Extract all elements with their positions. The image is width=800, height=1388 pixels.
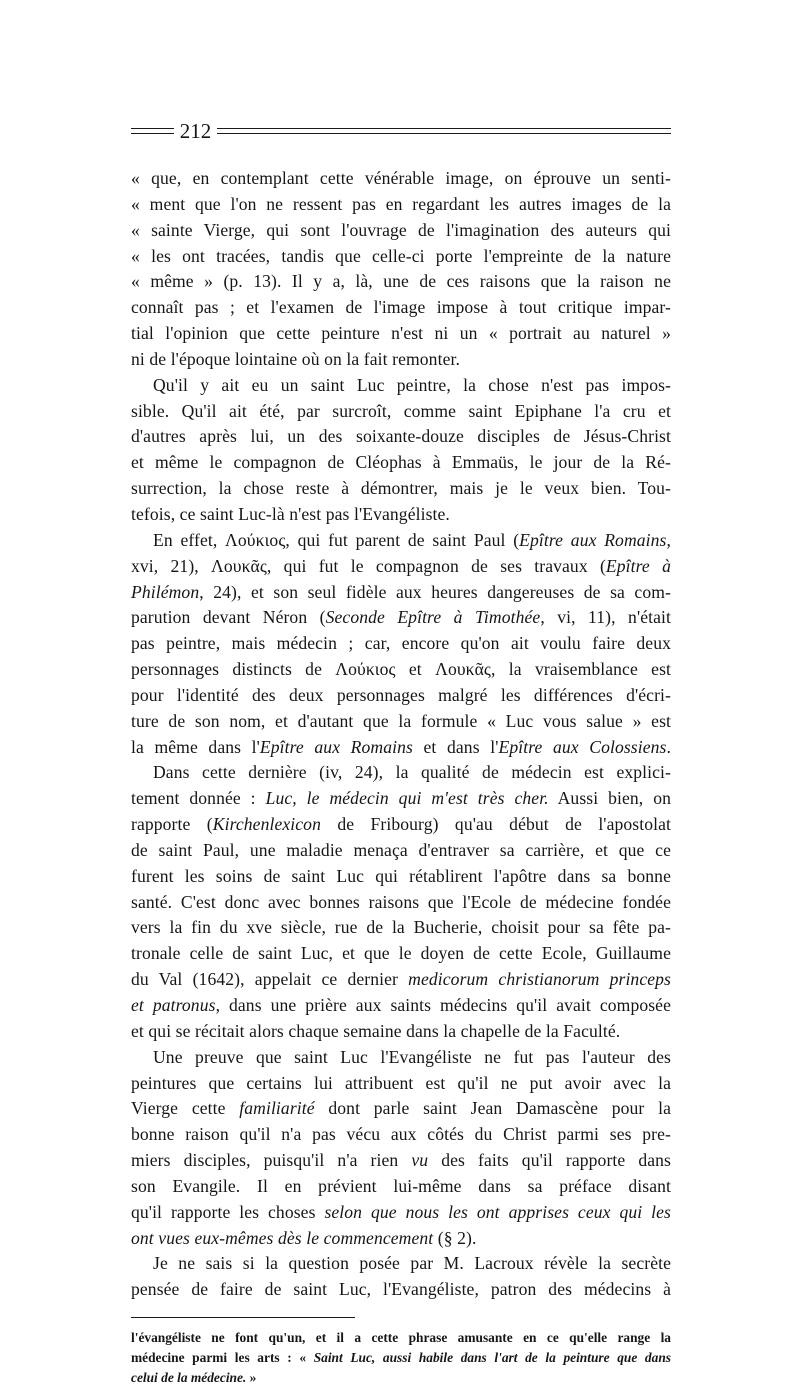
footnote-line (131, 1348, 671, 1368)
text-run: « que, en contemplant cette vénérable image, on éprouve un senti- (131, 168, 671, 188)
text-run: personnages distincts de Λούκιος et Λουκᾶς, la vraisemblance est (131, 659, 671, 680)
text-run: tement donnée : (131, 788, 266, 809)
text-run: ni de l'époque lointaine où on la fait remonter. (131, 348, 460, 369)
text-run: Vierge cette (131, 1098, 240, 1119)
text-line (131, 1096, 671, 1122)
italic-text: familiarité (239, 1098, 315, 1119)
text-line (131, 890, 671, 916)
italic-text: Philémon (131, 581, 200, 602)
text-run: l'évangéliste ne font qu'un, et il a cette phrase amusante en ce qu'elle range la (131, 1330, 671, 1346)
body-text (131, 166, 671, 1303)
text-run: Aussi bien, on (548, 788, 671, 809)
text-line (131, 1174, 671, 1200)
text-line (131, 838, 671, 864)
italic-text: Saint Luc, aussi habile dans l'art de la peinture que dans (313, 1350, 671, 1366)
text-line (131, 269, 671, 295)
text-line (131, 1226, 671, 1252)
italic-text: Epître aux Colossiens (498, 736, 667, 757)
text-run: Dans cette dernière (iv, 24), la qualité de médecin est explici- (153, 762, 671, 783)
italic-text: Epître à (605, 555, 671, 576)
text-run: dont parle saint Jean Damascène pour la (314, 1098, 672, 1119)
text-run: qu'il rapporte les choses (131, 1201, 325, 1222)
text-line (131, 399, 671, 425)
text-run: , dans une prière aux saints médecins qu'il avait composée (215, 995, 671, 1015)
text-run: du Val (1642), appelait ce dernier (131, 969, 409, 990)
italic-text: ont vues eux-mêmes dès le commencement (131, 1227, 434, 1248)
italic-text: selon que nous les ont apprises ceux qui les (324, 1201, 671, 1222)
italic-text: Luc, le médecin qui m'est très cher. (265, 788, 549, 809)
text-run: « ment que l'on ne ressent pas en regardant les autres images de la (131, 193, 671, 214)
text-line (131, 295, 671, 321)
italic-text: Kirchenlexicon (212, 814, 321, 835)
text-line (131, 424, 671, 450)
text-run: et dans l' (412, 736, 499, 757)
footnote-rule (131, 1317, 355, 1318)
italic-text: vu (411, 1150, 429, 1171)
text-run: sible. Qu'il ait été, par surcroît, comme saint Epiphane l'a cru et (131, 400, 671, 421)
text-line (131, 528, 671, 554)
text-run: tial l'opinion que cette peinture n'est ni un « portrait au naturel » (131, 323, 671, 344)
text-run: ture de son nom, et d'autant que la formule « Luc vous salue » est (131, 710, 671, 731)
text-line (131, 1200, 671, 1226)
text-run: et même le compagnon de Cléophas à Emmaüs, le jour de la Ré- (131, 452, 671, 473)
text-line (131, 1251, 671, 1277)
text-line (131, 993, 671, 1019)
text-run: miers disciples, puisqu'il n'a rien (131, 1150, 412, 1171)
text-line (131, 321, 671, 347)
footnote (131, 1328, 671, 1388)
text-line (131, 812, 671, 838)
text-line (131, 1045, 671, 1071)
text-run: surrection, la chose reste à démontrer, mais je le veux bien. Tou- (131, 478, 671, 499)
text-line (131, 502, 671, 528)
text-line (131, 709, 671, 735)
text-run: connaît pas ; et l'examen de l'image impose à tout critique impar- (131, 297, 671, 318)
header-rule-right (217, 128, 671, 134)
text-line (131, 760, 671, 786)
text-run: Je ne sais si la question posée par M. Lacroux révèle la secrète (153, 1253, 671, 1274)
header-rule-left (131, 128, 174, 134)
text-run: tefois, ce saint Luc-là n'est pas l'Evangéliste. (131, 503, 450, 524)
text-line (131, 166, 671, 192)
text-line (131, 786, 671, 812)
text-run: En effet, Λούκιος, qui fut parent de saint Paul ( (153, 529, 520, 550)
text-run: médecine parmi les arts : « (131, 1350, 314, 1366)
text-run: son Evangile. Il en prévient lui-même dans sa préface disant (131, 1175, 671, 1196)
text-run: d'autres après lui, un des soixante-douze disciples de Jésus-Christ (131, 426, 671, 447)
text-line (131, 373, 671, 399)
text-run: . (666, 736, 671, 757)
text-line (131, 450, 671, 476)
page-header (131, 116, 671, 150)
text-run: vers la fin du xve siècle, rue de la Bucherie, choisit pour sa fête pa- (131, 917, 671, 938)
text-run: , vi, 11), n'était (540, 607, 671, 628)
text-line (131, 1277, 671, 1303)
text-run: « sainte Vierge, qui sont l'ouvrage de l'imagination des auteurs qui (131, 219, 671, 240)
footnote-line (131, 1328, 671, 1348)
text-run: « les ont tracées, tandis que celle-ci porte l'empreinte de la nature (131, 245, 671, 266)
footnote-line (131, 1368, 671, 1388)
text-line (131, 915, 671, 941)
text-run: Qu'il y ait eu un saint Luc peintre, la chose n'est pas impos- (153, 374, 671, 395)
text-line (131, 735, 671, 761)
text-run: furent les soins de saint Luc qui rétablirent l'apôtre dans sa bonne (131, 865, 671, 886)
italic-text: Seconde Epître à Timothée (325, 607, 541, 628)
italic-text: Epître aux Romains (519, 529, 667, 550)
text-line (131, 347, 671, 373)
text-run: la même dans l' (131, 736, 260, 757)
page (131, 116, 671, 1388)
text-run: de Fribourg) qu'au début de l'apostolat (320, 814, 671, 835)
text-run: bonne raison qu'il n'a pas vécu aux côtés du Christ parmi ses pre- (131, 1124, 671, 1145)
italic-text: Epître aux Romains (259, 736, 413, 757)
italic-text: et patronus (131, 995, 216, 1015)
text-line (131, 1019, 671, 1045)
text-run: (§ 2). (433, 1227, 477, 1248)
text-run: de saint Paul, une maladie menaça d'entraver sa carrière, et que ce (131, 839, 671, 860)
text-line (131, 967, 671, 993)
italic-text: celui de la médecine. (131, 1370, 247, 1386)
text-run: , 24), et son seul fidèle aux heures dangereuses de sa com- (199, 581, 671, 602)
text-run: , (666, 529, 671, 550)
text-run: Une preuve que saint Luc l'Evangéliste ne fut pas l'auteur des (153, 1046, 671, 1067)
text-line (131, 864, 671, 890)
text-line (131, 244, 671, 270)
page-number: 212 (179, 119, 212, 143)
text-line (131, 631, 671, 657)
text-run: xvi, 21), Λουκᾶς, qui fut le compagnon de ses travaux ( (131, 555, 606, 576)
text-line (131, 218, 671, 244)
text-line (131, 554, 671, 580)
text-run: » (246, 1370, 257, 1386)
text-line (131, 1148, 671, 1174)
text-line (131, 1122, 671, 1148)
text-line (131, 1071, 671, 1097)
text-run: peintures que certains lui attribuent est qu'il ne put avoir avec la (131, 1072, 671, 1093)
text-run: tronale celle de saint Luc, et que le doyen de cette Ecole, Guillaume (131, 943, 671, 964)
text-run: parution devant Néron ( (131, 607, 326, 628)
text-run: « même » (p. 13). Il y a, là, une de ces raisons que la raison ne (131, 271, 671, 292)
text-run: pensée de faire de saint Luc, l'Evangéliste, patron des médecins à (131, 1279, 671, 1300)
text-line (131, 683, 671, 709)
text-line (131, 605, 671, 631)
text-run: pour l'identité des deux personnages malgré les différences d'écri- (131, 684, 671, 705)
italic-text: medicorum christianorum princeps (408, 969, 671, 990)
text-run: pas peintre, mais médecin ; car, encore qu'on ait voulu faire deux (131, 633, 671, 654)
text-line (131, 941, 671, 967)
text-run: et qui se récitait alors chaque semaine dans la chapelle de la Faculté. (131, 1020, 621, 1041)
text-run: santé. C'est donc avec bonnes raisons que l'Ecole de médecine fondée (131, 891, 671, 912)
text-run: des faits qu'il rapporte dans (428, 1150, 671, 1171)
text-line (131, 192, 671, 218)
text-line (131, 476, 671, 502)
text-line (131, 580, 671, 606)
text-line (131, 657, 671, 683)
text-run: rapporte ( (131, 814, 213, 835)
